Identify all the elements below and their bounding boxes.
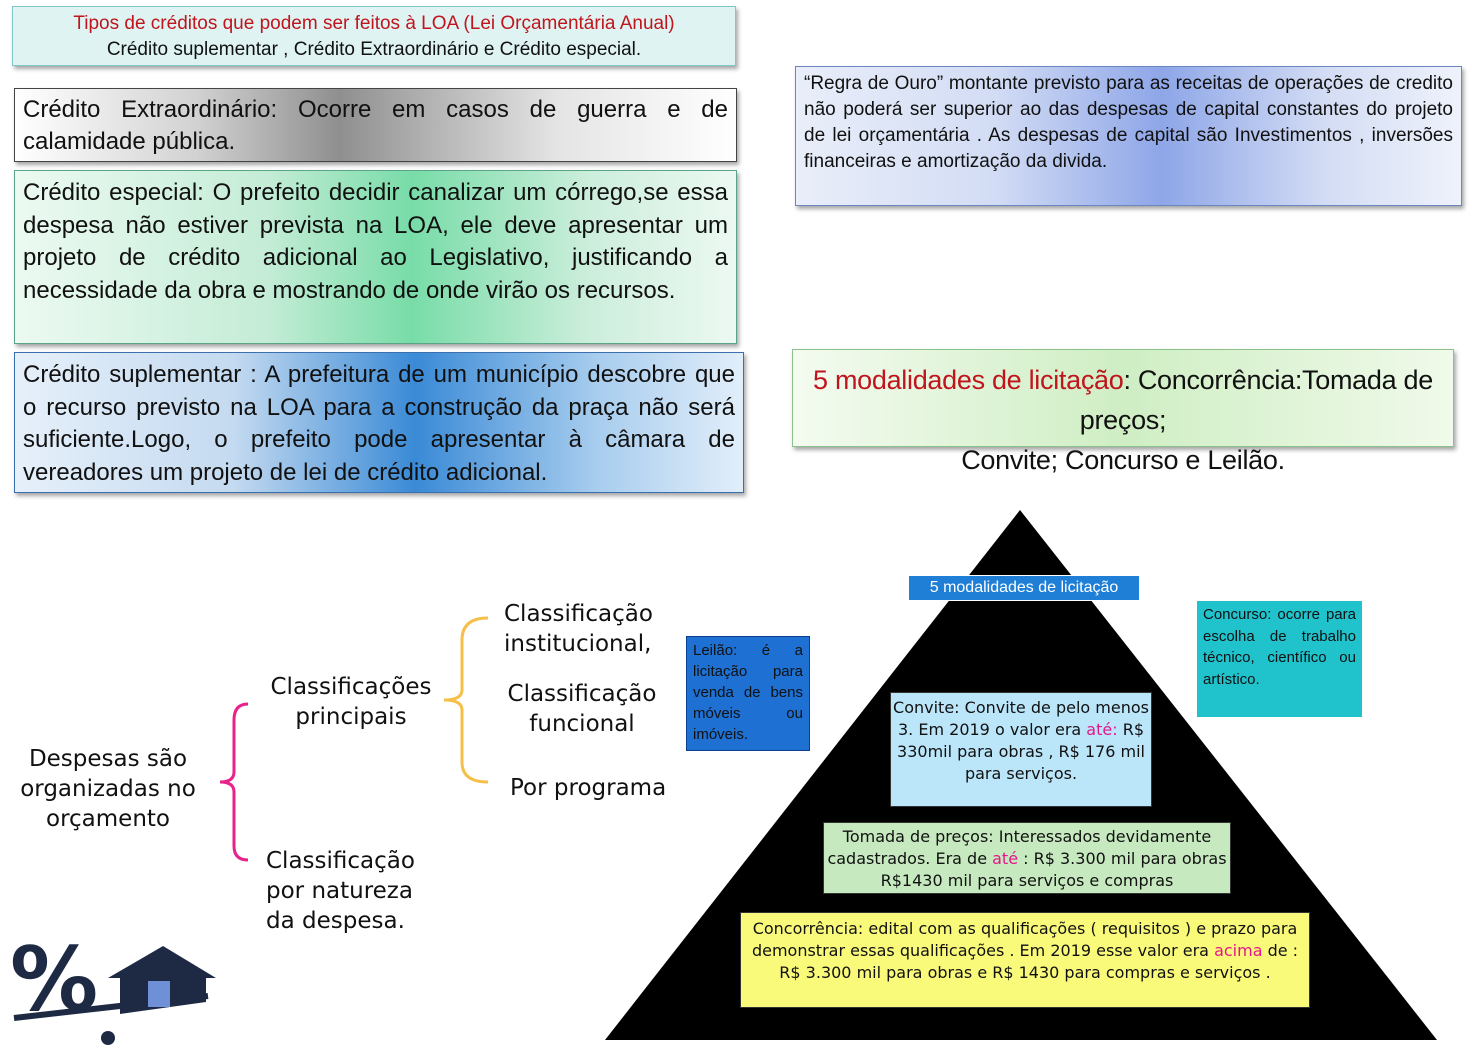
credito-extraordinario-text: Crédito Extraordinário: Ocorre em casos de guerra e de calamidade pública. — [23, 96, 728, 155]
concorrencia-text-end: de : R$ 3.300 mil para obras e R$ 1430 para compras e serviços . — [779, 941, 1299, 982]
modalidades-list-2: Convite; Concurso e Leilão. — [961, 445, 1285, 475]
regra-de-ouro-text: “Regra de Ouro” montante previsto para as receitas de operações de credito não poderá ser superior ao das despesas de capital constantes do projeto de lei orçamentária . As despesas de capital são Investimentos , inversões financeiras e amortização da divida. — [804, 73, 1453, 172]
pyramid-title-label: 5 modalidades de licitação — [908, 575, 1140, 601]
credito-especial-text: Crédito especial: O prefeito decidir canalizar um córrego,se essa despesa não estiver prevista na LOA, ele deve apresentar um projeto de crédito adicional ao Legislativo, justificando a necessidade da obra e mostrando de onde virão os recursos. — [23, 179, 728, 304]
bracket-pink — [220, 704, 248, 860]
modalidades-list-1: : Concorrência:Tomada de preços; — [1079, 365, 1433, 435]
credito-suplementar-text: Crédito suplementar : A prefeitura de um município descobre que o recurso previsto na LOA para a construção da praça não será suficiente.Logo, o prefeito pode apresentar à câmara de vereadores um projeto de lei de crédito adicional. — [23, 361, 735, 486]
tomada-text: Tomada de preços: Interessados devidamente cadastrados. Era de — [827, 827, 1212, 868]
seesaw-pivot — [101, 1031, 115, 1045]
convite-text-end: R$ 330mil para obras , R$ 176 mil para serviços. — [897, 720, 1145, 783]
convite-highlight: até: — [1086, 720, 1118, 739]
leilao-text: Leilão: é a licitação para venda de bens móveis ou imóveis. — [693, 642, 803, 743]
concurso-text: Concurso: ocorre para escolha de trabalho técnico, científico ou artístico. — [1203, 606, 1356, 688]
credit-types-list: Crédito suplementar , Crédito Extraordinário e Crédito especial. — [106, 39, 642, 60]
modalidades-heading: 5 modalidades de licitação — [813, 365, 1124, 395]
tomada-text-end: : R$ 3.300 mil para obras R$1430 mil para serviços e compras — [880, 849, 1227, 890]
house-icon — [108, 946, 216, 1014]
concorrencia-box — [740, 912, 1310, 1008]
tree-root: Despesas são organizadas no orçamento — [20, 746, 196, 832]
tree-classificacoes-principais: Classificações principais — [270, 674, 432, 730]
leilao-box — [686, 636, 810, 751]
convite-text: Convite: Convite de pelo menos 3. Em 2019 o valor era — [893, 698, 1149, 739]
tree-por-programa: Por programa — [510, 775, 667, 801]
tree-natureza-despesa: Classificação por natureza da despesa. — [266, 848, 415, 934]
bracket-yellow — [444, 618, 488, 782]
percent-house-logo — [8, 926, 223, 1046]
concorrencia-highlight: acima — [1214, 941, 1263, 960]
tomada-highlight: até — [992, 849, 1019, 868]
concorrencia-text: Concorrência: edital com as qualificações ( requisitos ) e prazo para demonstrar essas qualificações . Em 2019 esse valor era — [751, 919, 1298, 960]
convite-box — [890, 692, 1152, 807]
tree-classificacao-funcional: Classificação funcional — [507, 681, 657, 737]
credit-types-title: Tipos de créditos que podem ser feitos à LOA (Lei Orçamentária Anual) — [73, 13, 675, 34]
concurso-box — [1197, 601, 1362, 717]
tomada-de-precos-box — [823, 822, 1231, 894]
percent-icon: % — [10, 928, 99, 1031]
tree-classificacao-institucional: Classificação institucional, — [504, 601, 653, 657]
